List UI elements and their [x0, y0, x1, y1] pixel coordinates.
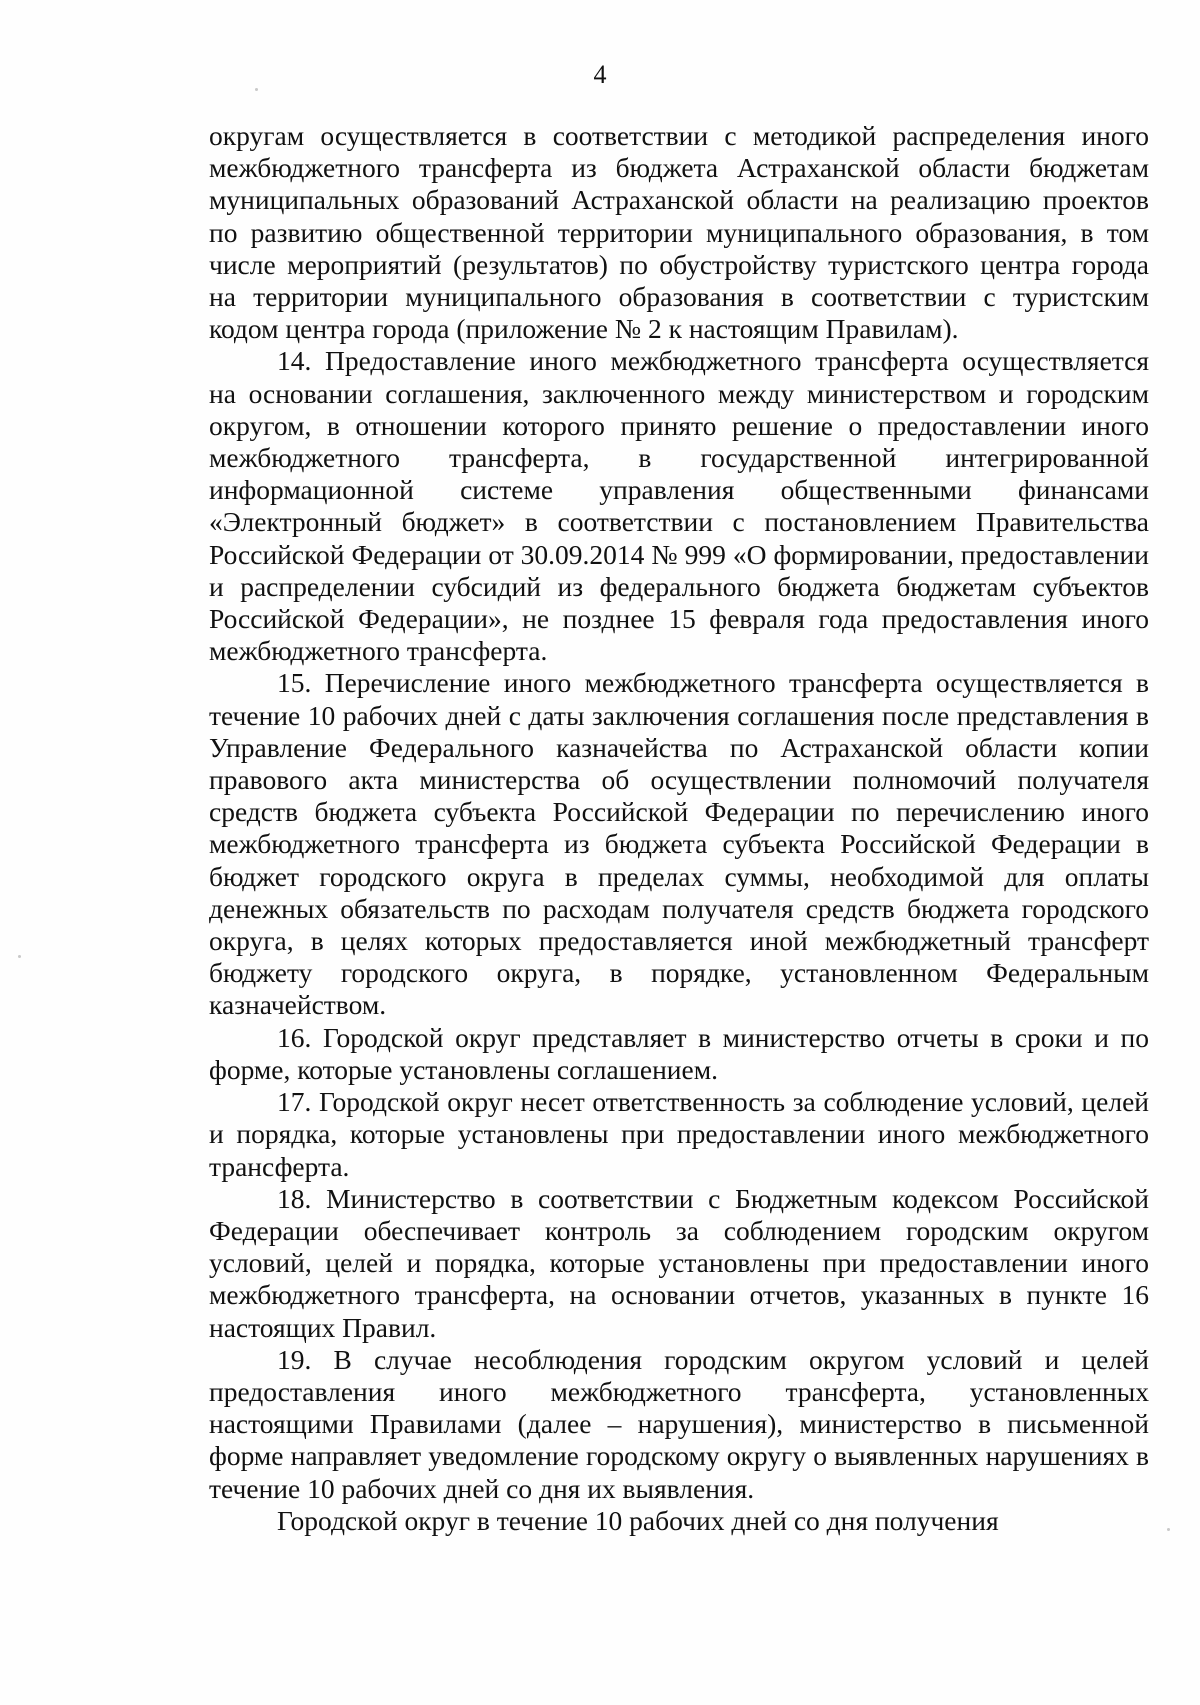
document-body — [209, 120, 1149, 1537]
scan-speck — [1167, 1528, 1170, 1531]
scan-speck — [255, 88, 258, 91]
page-number: 4 — [593, 60, 607, 89]
paragraph-17: 17. Городской округ несет ответственность за соблюдение условий, целей и порядка, которые установлены при предоставлении иного межбюджетного трансферта. — [209, 1086, 1149, 1182]
paragraph-15: 15. Перечисление иного межбюджетного трансферта осуществляется в течение 10 рабочих дней с даты заключения соглашения после представления в Управление Федерального казначейства по Астраханской области копии правового акта министерства об осуществлении полномочий получателя средств бюджета субъекта Российской Федерации по перечислению иного межбюджетного трансферта из бюджета субъекта Российской Федерации в бюджет городского округа в пределах суммы, необходимой для оплаты денежных обязательств по расходам получателя средств бюджета городского округа, в целях которых предоставляется иной межбюджетный трансферт бюджету городского округа, в порядке, установленном Федеральным казначейством. — [209, 667, 1149, 1021]
paragraph-18: 18. Министерство в соответствии с Бюджетным кодексом Российской Федерации обеспечивает контроль за соблюдением городским округом условий, целей и порядка, которые установлены при предоставлении иного межбюджетного трансферта, на основании отчетов, указанных в пункте 16 настоящих Правил. — [209, 1182, 1149, 1343]
paragraph-continuation: округам осуществляется в соответствии с методикой распределения иного межбюджетного трансферта из бюджета Астраханской области бюджетам муниципальных образований Астраханской области на реализацию проектов по развитию общественной территории муниципального образования, в том числе мероприятий (результатов) по обустройству туристского центра города на территории муниципального образования в соответствии с туристским кодом центра города (приложение № 2 к настоящим Правилам). — [209, 120, 1149, 345]
paragraph-19: 19. В случае несоблюдения городским округом условий и целей предоставления иного межбюджетного трансферта, установленных настоящими Правилами (далее – нарушения), министерство в письменной форме направляет уведомление городскому округу о выявленных нарушениях в течение 10 рабочих дней со дня их выявления. — [209, 1343, 1149, 1504]
paragraph-16: 16. Городской округ представляет в министерство отчеты в сроки и по форме, которые установлены соглашением. — [209, 1021, 1149, 1085]
scan-speck — [18, 955, 21, 958]
paragraph-14: 14. Предоставление иного межбюджетного трансферта осуществляется на основании соглашения, заключенного между министерством и городским округом, в отношении которого принято решение о предоставлении иного межбюджетного трансферта, в государственной интегрированной информационной системе управления общественными финансами «Электронный бюджет» в соответствии с постановлением Правительства Российской Федерации от 30.09.2014 № 999 «О формировании, предоставлении и распределении субсидий из федерального бюджета бюджетам субъектов Российской Федерации», не позднее 15 февраля года предоставления иного межбюджетного трансферта. — [209, 345, 1149, 667]
paragraph-19-continuation: Городской округ в течение 10 рабочих дней со дня получения — [277, 1504, 999, 1536]
